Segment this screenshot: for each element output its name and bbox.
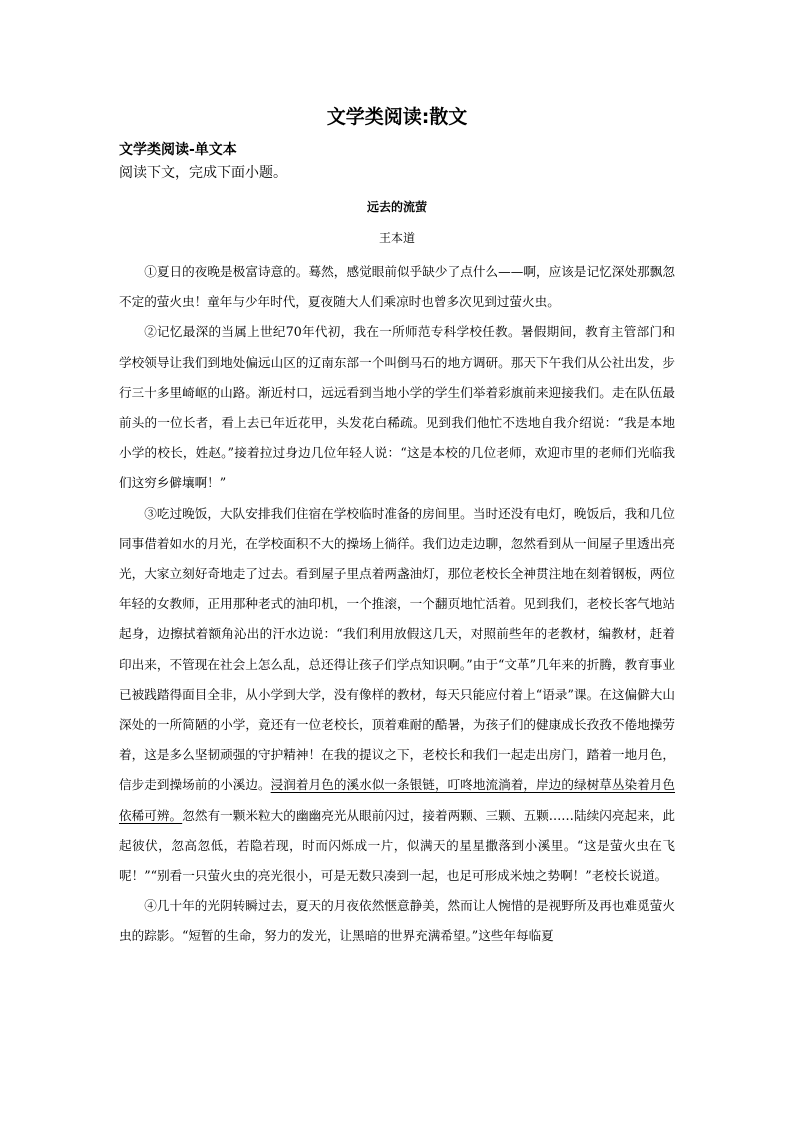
underlined-sentence: 浸润着月色的溪水似一条银链，叮咚地流淌着，岸边的绿树草丛染着月色依稀可辨。 xyxy=(119,777,676,823)
article-title: 远去的流萤 xyxy=(366,200,427,214)
paragraph-3-part-2: 忽然有一颗米粒大的幽幽亮光从眼前闪过，接着两颗、三颗、五颗……陆续闪亮起来，此起彼伏，忽高忽低，若隐若现，时而闪烁成一片，似满天的星星撒落到小溪里。“这是萤火虫在飞呢！”“别看一只萤火虫的亮光很小，可是无数只凑到一起，也足可形成米烛之势啊！”老校长说道。 xyxy=(119,807,676,884)
paragraph-2: ②记忆最深的当属上世纪70年代初，我在一所师范专科学校任教。暑假期间，教育主管部门和学校领导让我们到地处偏远山区的辽南东部一个叫倒马石的地方调研。那天下午我们从公社出发，步行三十多里崎岖的山路。渐近村口，远远看到当地小学的学生们举着彩旗前来迎接我们。走在队伍最前头的一位长者，看上去已年近花甲，头发花白稀疏。见到我们他忙不迭地自我介绍说：“我是本地小学的校长，姓赵。”接着拉过身边几位年轻人说：“这是本校的几位老师，欢迎市里的老师们光临我们这穷乡僻壤啊！” xyxy=(119,324,675,491)
document-title: 文学类阅读:散文 xyxy=(326,106,468,128)
paragraph-1: ①夏日的夜晚是极富诗意的。蓦然，感觉眼前似乎缺少了点什么——啊，应该是记忆深处那飘忽不定的萤火虫！童年与少年时代，夏夜随大人们乘凉时也曾多次见到过萤火虫。 xyxy=(119,264,675,310)
paragraph-4: ④几十年的光阴转瞬过去，夏天的月夜依然惬意静美，然而让人惋惜的是视野所及再也难觅萤火虫的踪影。“短暂的生命，努力的发光，让黑暗的世界充满希望。”这些年每临夏 xyxy=(119,898,675,944)
paragraph-3 xyxy=(119,499,675,892)
article-body xyxy=(119,257,675,952)
section-label: 文学类阅读-单文本 xyxy=(119,142,237,158)
instruction-text: 阅读下文，完成下面小题。 xyxy=(119,165,287,181)
paragraph-3-part-1: ③吃过晚饭，大队安排我们住宿在学校临时准备的房间里。当时还没有电灯，晚饭后，我和几位同事借着如水的月光，在学校面积不大的操场上徜徉。我们边走边聊，忽然看到从一间屋子里透出亮光，大家立刻好奇地走了过去。看到屋子里点着两盏油灯，那位老校长全神贯注地在刻着钢板，两位年轻的女教师，正用那种老式的油印机，一个推滚，一个翻页地忙活着。见到我们，老校长客气地站起身，边擦拭着额角沁出的汗水边说：“我们利用放假这几天，对照前些年的老教材，编教材，赶着印出来，不管现在社会上怎么乱，总还得让孩子们学点知识啊。”由于“文革”几年来的折腾，教育事业已被践踏得面目全非，从小学到大学，没有像样的教材，每天只能应付着上“语录”课。在这偏僻大山深处的一所简陋的小学，竟还有一位老校长，顶着难耐的酷暑，为孩子们的健康成长孜孜不倦地操劳着，这是多么坚韧顽强的守护精神！在我的提议之下，老校长和我们一起走出房门，踏着一地月色，信步走到操场前的小溪边。 xyxy=(119,505,675,793)
article-author: 王本道 xyxy=(378,231,415,245)
